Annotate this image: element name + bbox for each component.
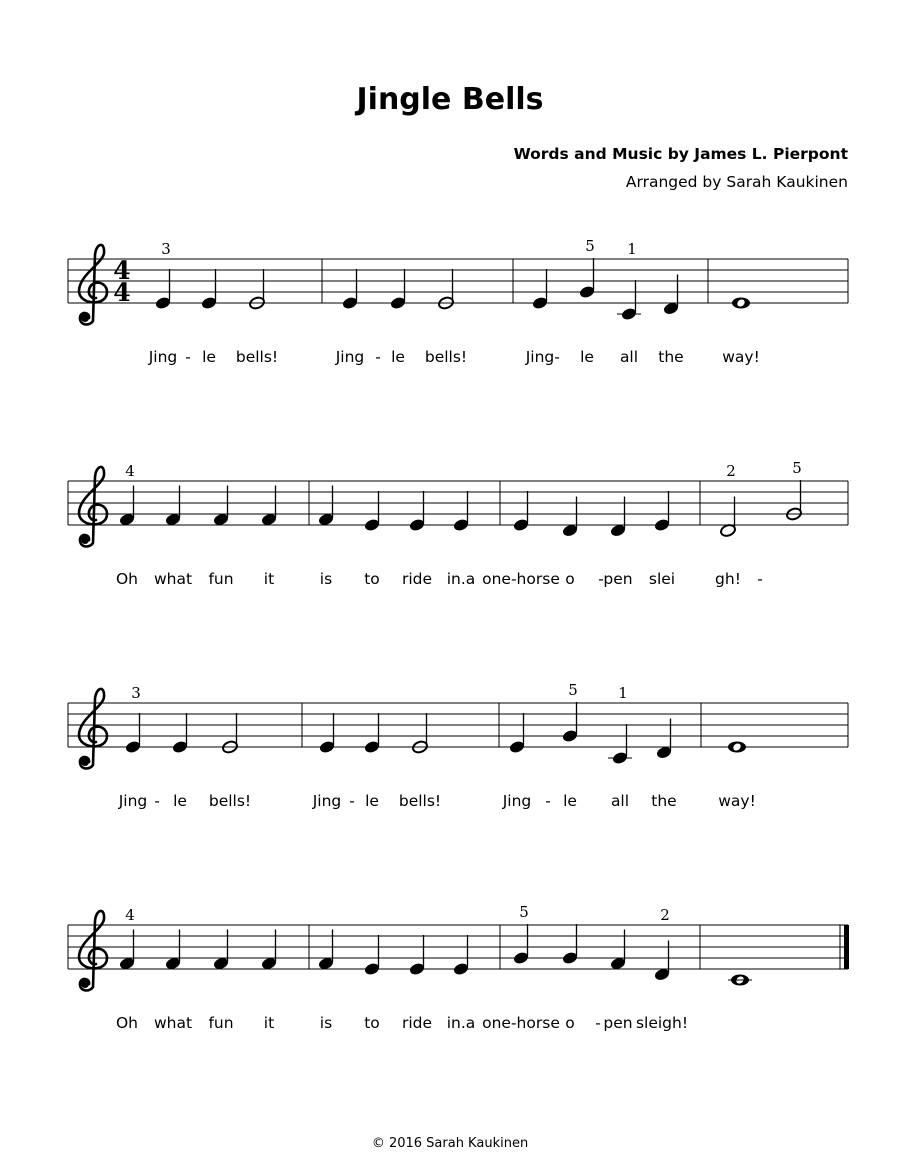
lyric-hyphen: - <box>595 1014 601 1032</box>
note <box>513 491 530 532</box>
treble-clef-icon <box>79 245 107 325</box>
lyric-syllable: le <box>391 348 405 366</box>
fingering-number: 5 <box>519 903 529 921</box>
lyric-syllable: fun <box>208 570 234 588</box>
note <box>412 713 429 754</box>
note <box>532 269 549 310</box>
note <box>654 491 671 532</box>
lyric-syllable: Jing <box>502 792 532 810</box>
lyric-syllable: bells! <box>235 348 279 366</box>
copyright-footer: © 2016 Sarah Kaukinen <box>371 1136 529 1151</box>
lyric-syllable: what <box>153 570 193 588</box>
lyric-syllable: all <box>610 792 630 810</box>
staff-system-3 <box>68 681 848 810</box>
fingering-number: 3 <box>161 240 171 258</box>
lyric-syllable: fun <box>208 1014 234 1032</box>
lyric-syllable: way! <box>722 348 760 366</box>
lyric-syllable: is <box>319 1014 333 1032</box>
lyric-hyphen: - <box>757 570 763 588</box>
lyric-syllable: Oh <box>115 570 139 588</box>
lyric-syllable: in.a <box>446 1014 476 1032</box>
note <box>608 724 632 765</box>
note <box>728 975 752 986</box>
treble-clef-icon <box>79 467 107 547</box>
note <box>409 935 426 976</box>
time-signature-top: 4 <box>113 256 131 285</box>
staff-system-1 <box>68 237 848 366</box>
note <box>562 702 579 743</box>
note <box>364 713 381 754</box>
lyric-syllable: le <box>580 348 594 366</box>
note <box>364 491 381 532</box>
lyric-syllable: Oh <box>115 1014 139 1032</box>
lyric-syllable: way! <box>718 792 756 810</box>
lyric-syllable: sleigh! <box>635 1014 689 1032</box>
note <box>342 269 359 310</box>
note <box>728 742 746 753</box>
lyric-syllable: in.a <box>446 570 476 588</box>
fingering-number: 2 <box>726 462 736 480</box>
staff-system-2 <box>68 459 848 588</box>
note <box>732 298 750 309</box>
note <box>201 269 218 310</box>
lyric-syllable: o <box>565 570 575 588</box>
lyric-hyphen: - <box>598 570 604 588</box>
lyric-syllable: the <box>651 792 677 810</box>
fingering-number: 4 <box>125 906 135 924</box>
fingering-number: 5 <box>792 459 802 477</box>
lyric-syllable: to <box>364 570 380 588</box>
fingering-number: 1 <box>627 240 637 258</box>
note <box>617 280 641 321</box>
note <box>438 269 455 310</box>
arranger-credit: Arranged by Sarah Kaukinen <box>625 173 848 191</box>
note <box>562 924 579 965</box>
lyric-syllable: ride <box>401 1014 433 1032</box>
lyric-hyphen: - <box>154 792 160 810</box>
lyric-syllable: le <box>173 792 187 810</box>
note <box>390 269 407 310</box>
lyric-syllable: the <box>658 348 684 366</box>
note <box>786 480 803 521</box>
lyric-syllable: what <box>153 1014 193 1032</box>
note <box>172 713 189 754</box>
lyric-syllable: bells! <box>398 792 442 810</box>
note <box>222 713 239 754</box>
note <box>155 269 172 310</box>
fingering-number: 3 <box>131 684 141 702</box>
note <box>409 491 426 532</box>
note <box>453 935 470 976</box>
lyric-syllable: all <box>619 348 639 366</box>
note <box>509 713 526 754</box>
note <box>249 269 266 310</box>
lyric-syllable: ride <box>401 570 433 588</box>
page-title: Jingle Bells <box>356 82 544 117</box>
lyric-syllable: Jing <box>525 348 555 366</box>
lyric-hyphen: - <box>554 348 560 366</box>
lyric-syllable: it <box>263 570 275 588</box>
lyric-syllable: gh! <box>715 570 741 588</box>
lyric-syllable: le <box>563 792 577 810</box>
note <box>579 258 596 299</box>
note <box>513 924 530 965</box>
lyric-syllable: pen <box>603 1014 633 1032</box>
lyric-syllable: le <box>365 792 379 810</box>
composer-credit: Words and Music by James L. Pierpont <box>513 145 848 163</box>
lyric-syllable: Jing <box>312 792 342 810</box>
note <box>319 713 336 754</box>
lyric-syllable: is <box>319 570 333 588</box>
lyric-syllable: one-horse <box>482 570 560 588</box>
fingering-number: 4 <box>125 462 135 480</box>
lyric-syllable: it <box>263 1014 275 1032</box>
treble-clef-icon <box>79 689 107 769</box>
final-barline-thick <box>844 925 849 969</box>
lyric-syllable: Jing <box>335 348 365 366</box>
fingering-number: 1 <box>618 684 628 702</box>
lyric-syllable: to <box>364 1014 380 1032</box>
lyric-syllable: slei <box>648 570 676 588</box>
lyric-hyphen: - <box>349 792 355 810</box>
treble-clef-icon <box>79 911 107 991</box>
note <box>453 491 470 532</box>
lyric-syllable: le <box>202 348 216 366</box>
staff-system-4 <box>68 903 849 1032</box>
lyric-syllable: Jing <box>148 348 178 366</box>
lyric-syllable: pen <box>603 570 633 588</box>
lyric-syllable: Jing <box>118 792 148 810</box>
note <box>364 935 381 976</box>
fingering-number: 5 <box>568 681 578 699</box>
fingering-number: 2 <box>660 906 670 924</box>
fingering-number: 5 <box>585 237 595 255</box>
lyric-hyphen: - <box>185 348 191 366</box>
lyric-hyphen: - <box>375 348 381 366</box>
lyric-syllable: bells! <box>208 792 252 810</box>
lyric-syllable: bells! <box>424 348 468 366</box>
note <box>125 713 142 754</box>
lyric-hyphen: - <box>545 792 551 810</box>
lyric-syllable: o <box>565 1014 575 1032</box>
time-signature-bottom: 4 <box>113 278 131 307</box>
lyric-syllable: one-horse <box>482 1014 560 1032</box>
